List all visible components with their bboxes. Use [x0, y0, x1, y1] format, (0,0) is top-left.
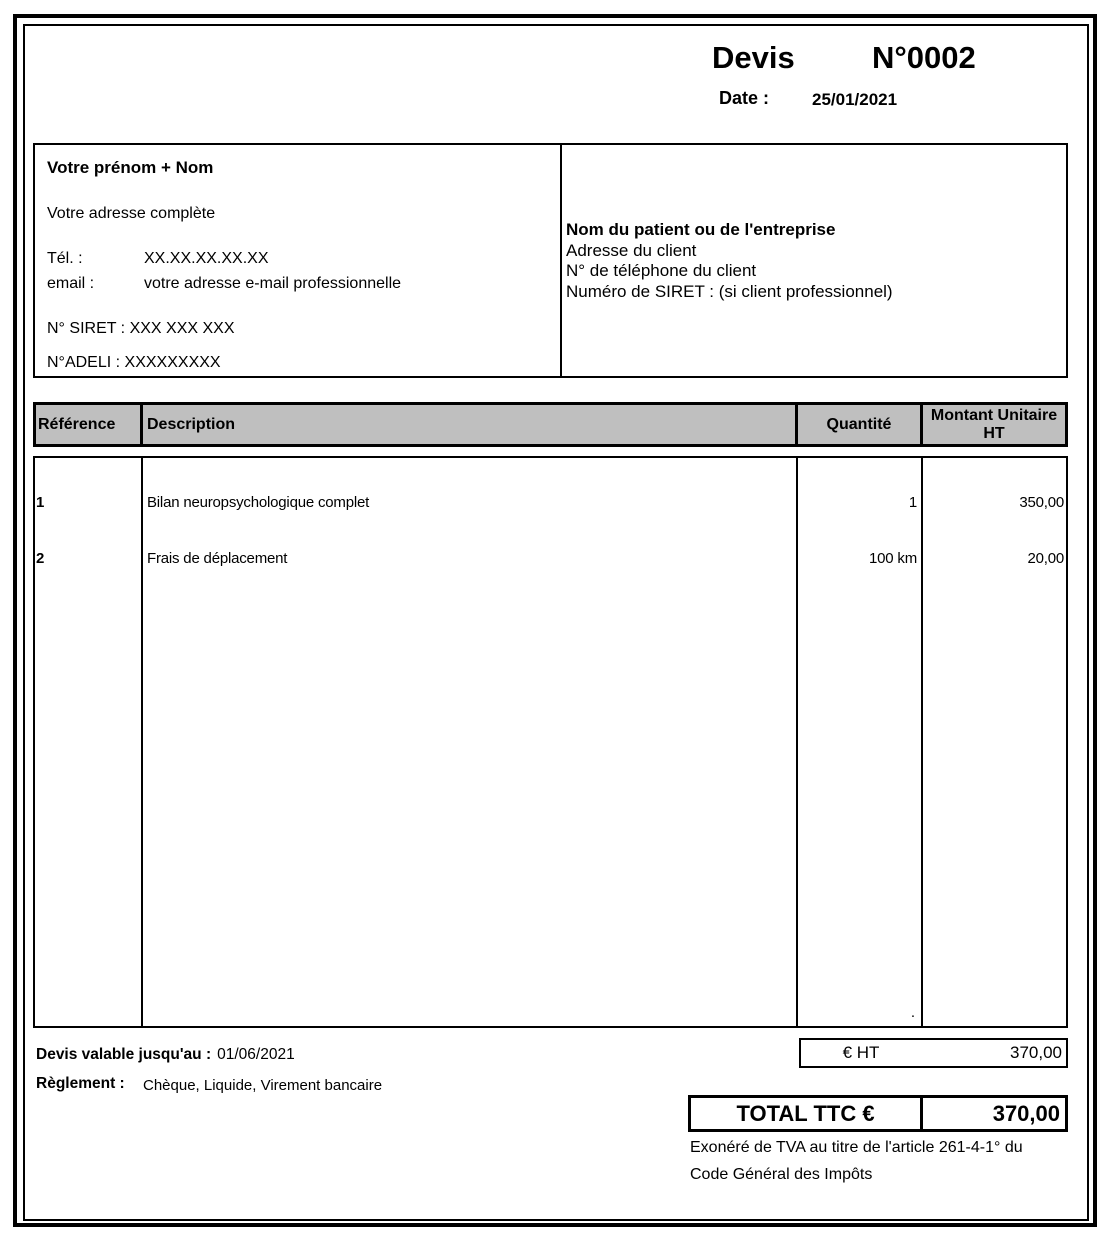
column-divider-amount [921, 456, 923, 1028]
column-header-quantity: Quantité [798, 405, 923, 444]
column-header-reference: Référence [36, 405, 143, 444]
total-ttc-value: 370,00 [992, 1100, 1060, 1126]
table-row [33, 494, 1068, 513]
client-address: Adresse du client [566, 241, 697, 260]
validity-label: Devis valable jusqu'au : [36, 1046, 212, 1063]
sender-siret: N° SIRET : XXX XXX XXX [47, 320, 235, 337]
document-number: N°0002 [872, 40, 976, 75]
tva-exemption-note-line1: Exonéré de TVA au titre de l'article 261-4-1° du [690, 1139, 1023, 1156]
total-ttc-box [688, 1095, 1068, 1132]
row-unit-price: 20,00 [1027, 550, 1064, 567]
column-divider-quantity [796, 456, 798, 1028]
tva-exemption-note-line2: Code Général des Impôts [690, 1166, 873, 1183]
subtotal-ht-label: € HT [842, 1043, 880, 1062]
sender-adeli: N°ADELI : XXXXXXXXX [47, 354, 221, 371]
sender-email-label: email : [47, 275, 95, 292]
items-table-header [33, 402, 1068, 447]
validity-line [36, 1046, 295, 1064]
table-row [33, 550, 1068, 569]
row-reference: 2 [36, 550, 45, 567]
row-reference: 1 [36, 494, 45, 511]
client-name: Nom du patient ou de l'entreprise [566, 220, 836, 239]
date-label: Date : [719, 88, 770, 108]
sender-address: Votre adresse complète [47, 205, 216, 222]
row-quantity: 1 [908, 494, 917, 511]
column-header-description: Description [143, 405, 798, 444]
subtotal-ht-box [799, 1038, 1068, 1068]
row-description: Frais de déplacement [147, 550, 288, 567]
sender-email-value: votre adresse e-mail professionnelle [144, 275, 402, 292]
payment-label: Règlement : [36, 1075, 125, 1092]
items-table-body [33, 456, 1068, 1028]
document-title: Devis [712, 40, 795, 75]
row-description: Bilan neuropsychologique complet [147, 494, 370, 511]
payment-value: Chèque, Liquide, Virement bancaire [143, 1077, 383, 1094]
column-header-unit-amount: Montant Unitaire HT [930, 406, 1058, 442]
stray-period: . [910, 1004, 915, 1021]
client-siret: Numéro de SIRET : (si client professionnel) [566, 282, 893, 301]
client-phone: N° de téléphone du client [566, 261, 757, 280]
subtotal-ht-value: 370,00 [1010, 1043, 1062, 1062]
sender-tel-label: Tél. : [47, 250, 83, 267]
sender-tel-value: XX.XX.XX.XX.XX [144, 250, 269, 267]
validity-value: 01/06/2021 [217, 1046, 295, 1063]
parties-box-divider [560, 143, 562, 378]
total-ttc-label: TOTAL TTC € [691, 1098, 923, 1129]
column-divider-reference [141, 456, 143, 1028]
sender-name: Votre prénom + Nom [47, 158, 214, 177]
row-quantity: 100 km [869, 550, 917, 567]
date-value: 25/01/2021 [812, 90, 898, 109]
row-unit-price: 350,00 [1019, 494, 1064, 511]
